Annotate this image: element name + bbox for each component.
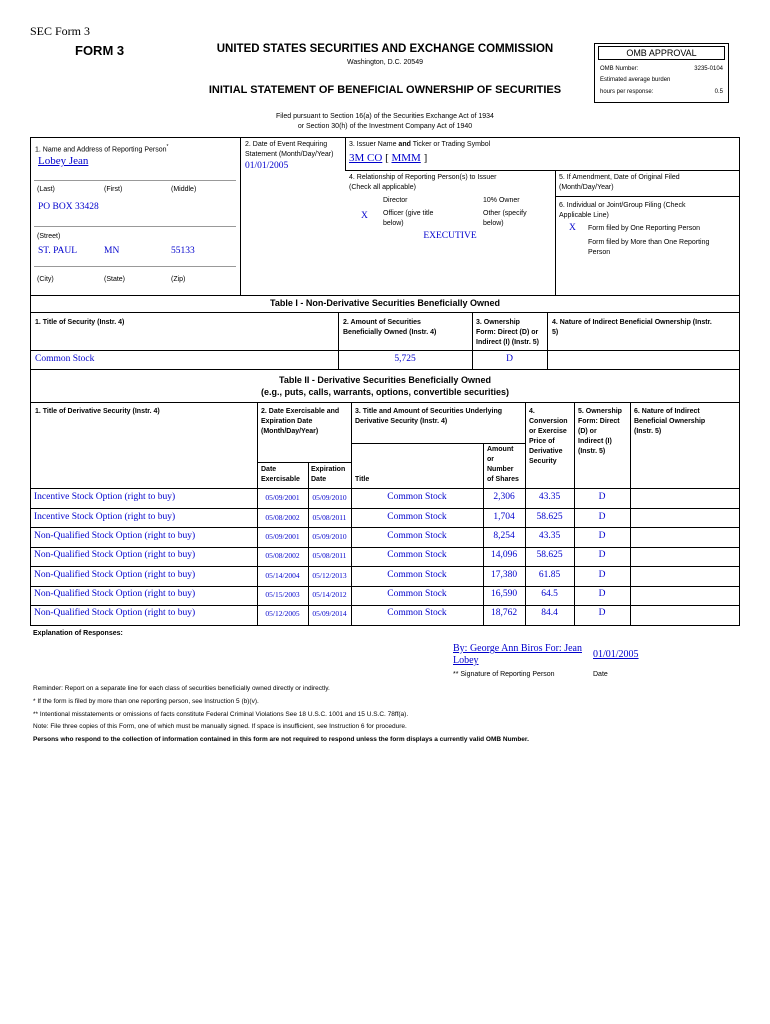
table2-col-ownership-5: (Instr. 5) — [578, 448, 606, 455]
row-underlying: Common Stock — [387, 512, 447, 522]
signature-name-1: By: George Ann Biros For: Jean — [453, 643, 582, 654]
ticker-symbol: MMM — [391, 152, 421, 164]
footnote-2: ** Intentional misstatements or omissions of facts constitute Federal Criminal Violations See 18 U.S.C. 1001 and 15 U.S.C. 78ff(a). — [33, 711, 409, 718]
box3-label: 3. Issuer Name and Ticker or Trading Symbol — [349, 141, 491, 148]
sub-expiration-1: Expiration — [311, 466, 346, 473]
table2-col-ownership-2: Form: Direct — [578, 418, 620, 425]
table2-title-2: (e.g., puts, calls, warrants, options, convertible securities) — [260, 387, 510, 397]
filed-pursuant-line2: or Section 30(h) of the Investment Company Act of 1940 — [297, 123, 473, 130]
filing-option-more-1: Form filed by More than One Reporting — [588, 239, 710, 246]
row-expiration: 05/09/2014 — [312, 609, 347, 618]
row-underlying: Common Stock — [387, 550, 447, 560]
row-underlying: Common Stock — [387, 589, 447, 599]
table2-col-dates-3: (Month/Day/Year) — [261, 428, 319, 435]
omb-approval-title: OMB APPROVAL — [598, 46, 725, 60]
middle-label: (Middle) — [171, 186, 197, 193]
city-value: ST. PAUL — [38, 246, 78, 256]
table2-col-ownership-3: (D) or — [578, 428, 597, 435]
row-underlying: Common Stock — [387, 492, 447, 502]
row-exercisable: 05/12/2005 — [265, 609, 300, 618]
director-label: Director — [383, 197, 408, 204]
table-row — [0, 509, 770, 528]
table2-col-ownership-1: 5. Ownership — [578, 408, 622, 415]
bracket-open: [ — [385, 152, 389, 164]
table2-col-price-2: Conversion — [529, 418, 568, 425]
row-form: D — [598, 512, 606, 522]
row-exercisable: 05/08/2002 — [265, 551, 300, 560]
footnote-1: * If the form is filed by more than one reporting person, see Instruction 5 (b)(v). — [33, 698, 259, 705]
reporting-person-name: Lobey Jean — [38, 155, 89, 167]
table1-col-form-2: Form: Direct (D) or — [476, 329, 539, 336]
row-exercisable: 05/09/2001 — [265, 493, 300, 502]
individual-filing-mark: X — [569, 223, 576, 233]
event-date-value: 01/01/2005 — [245, 161, 289, 171]
row-shares: 8,254 — [493, 531, 515, 541]
zip-label: (Zip) — [171, 276, 186, 283]
sub-date-exercisable-1: Date — [261, 466, 277, 473]
table1-col-nature-2: 5) — [552, 329, 559, 336]
row-form: D — [598, 550, 606, 560]
row-shares: 14,096 — [490, 550, 518, 560]
box2-label-1: 2. Date of Event Requiring — [245, 141, 328, 148]
row-expiration: 05/14/2012 — [312, 590, 347, 599]
row-shares: 2,306 — [493, 492, 515, 502]
row-underlying: Common Stock — [387, 608, 447, 618]
row-expiration: 05/09/2010 — [312, 493, 347, 502]
box6-label-1: 6. Individual or Joint/Group Filing (Check — [559, 202, 686, 209]
table2-col-dates-2: Expiration Date — [261, 418, 313, 425]
agency-location: Washington, D.C. 20549 — [346, 59, 423, 66]
sub-amount-1: Amount — [487, 446, 514, 453]
table2-col-price-4: Price of — [529, 438, 555, 445]
filed-pursuant-line1: Filed pursuant to Section 16(a) of the Securities Exchange Act of 1934 — [276, 113, 494, 120]
table1-title: Table I - Non-Derivative Securities Beneficially Owned — [270, 298, 500, 308]
sub-date-exercisable-2: Exercisable — [261, 476, 300, 483]
table2-col-price-1: 4. — [529, 408, 535, 415]
sub-amount-2: or — [487, 456, 494, 463]
row-expiration: 05/12/2013 — [312, 571, 347, 580]
footnote-3: Note: File three copies of this Form, one of which must be manually signed. If space is insufficient, see Instruction 6 for procedure. — [33, 723, 407, 730]
sub-amount-4: of Shares — [487, 476, 519, 483]
doc-label: SEC Form 3 — [30, 24, 91, 38]
signature-label: ** Signature of Reporting Person — [453, 671, 555, 678]
row-title: Non-Qualified Stock Option (right to buy) — [34, 608, 196, 618]
row-price: 61.85 — [538, 570, 561, 580]
row-expiration: 05/08/2011 — [312, 513, 347, 522]
table-row — [0, 547, 770, 566]
row-form: D — [598, 492, 606, 502]
table1-row-amount: 5,725 — [394, 354, 416, 364]
sub-title: Title — [355, 476, 370, 483]
row-exercisable: 05/08/2002 — [265, 513, 300, 522]
row-shares: 18,762 — [490, 608, 518, 618]
row-shares: 16,590 — [490, 589, 518, 599]
table2-col-dates-1: 2. Date Exercisable and — [261, 408, 340, 415]
box4-label-2: (Check all applicable) — [349, 184, 416, 191]
row-title: Non-Qualified Stock Option (right to buy) — [34, 589, 196, 599]
row-form: D — [598, 608, 606, 618]
table2-col-nature-2: Beneficial Ownership — [634, 418, 706, 425]
table1-row-form: D — [506, 354, 513, 364]
row-exercisable: 05/15/2003 — [265, 590, 300, 599]
box2-label-2: Statement (Month/Day/Year) — [245, 151, 334, 158]
sub-amount-3: Number — [487, 466, 514, 473]
row-exercisable: 05/09/2001 — [265, 532, 300, 541]
other-label-2: below) — [483, 220, 504, 227]
table2-col-title: 1. Title of Derivative Security (Instr. 4) — [35, 408, 160, 415]
row-price: 43.35 — [538, 531, 561, 541]
row-title: Non-Qualified Stock Option (right to buy) — [34, 570, 196, 580]
signature-date: 01/01/2005 — [593, 649, 639, 660]
issuer-line — [349, 152, 427, 164]
row-price: 64.5 — [541, 589, 558, 599]
issuer-name: 3M CO — [349, 152, 383, 164]
table-row — [0, 528, 770, 547]
omb-approval-box — [594, 43, 729, 103]
filing-option-more-2: Person — [588, 249, 611, 256]
row-form: D — [598, 570, 606, 580]
omb-disclaimer: Persons who respond to the collection of information contained in this form are not required to respond unless the form displays a currently valid OMB Number. — [33, 736, 529, 743]
statement-title: INITIAL STATEMENT OF BENEFICIAL OWNERSHIP OF SECURITIES — [208, 84, 562, 96]
box5-label-1: 5. If Amendment, Date of Original Filed — [559, 174, 680, 181]
filing-option-one: Form filed by One Reporting Person — [588, 225, 701, 232]
box4-label-1: 4. Relationship of Reporting Person(s) to Issuer — [349, 174, 497, 181]
explanation-label: Explanation of Responses: — [33, 630, 123, 637]
officer-check-mark: X — [361, 211, 368, 221]
table-row — [0, 489, 770, 508]
row-price: 43.35 — [538, 492, 561, 502]
table1-row-title: Common Stock — [35, 354, 95, 364]
first-label: (First) — [104, 186, 123, 193]
row-price: 58.625 — [536, 550, 563, 560]
table2-col-nature-1: 6. Nature of Indirect — [634, 408, 700, 415]
officer-label-2: below) — [383, 220, 404, 227]
burden-label-2: hours per response: — [600, 89, 654, 95]
street-value: PO BOX 33428 — [38, 202, 99, 212]
burden-value: 0.5 — [714, 89, 723, 95]
row-expiration: 05/09/2010 — [312, 532, 347, 541]
table2-col-underlying-2: Derivative Security (Instr. 4) — [355, 418, 448, 425]
row-title: Incentive Stock Option (right to buy) — [34, 492, 176, 502]
other-label-1: Other (specify — [483, 210, 527, 217]
agency-name: UNITED STATES SECURITIES AND EXCHANGE COMMISSION — [216, 43, 554, 55]
ten-percent-owner-label: 10% Owner — [483, 197, 520, 204]
state-label: (State) — [104, 276, 126, 283]
street-label: (Street) — [37, 233, 61, 240]
bracket-close: ] — [423, 152, 428, 164]
row-underlying: Common Stock — [387, 531, 447, 541]
officer-title-value: EXECUTIVE — [423, 231, 477, 241]
row-price: 84.4 — [541, 608, 558, 618]
omb-number-label: OMB Number: — [600, 66, 639, 72]
row-shares: 17,380 — [490, 570, 518, 580]
box5-label-2: (Month/Day/Year) — [559, 184, 614, 191]
last-label: (Last) — [37, 186, 55, 193]
row-shares: 1,704 — [493, 512, 515, 522]
table2-col-nature-3: (Instr. 5) — [634, 428, 662, 435]
table1-col-amount-2: Beneficially Owned (Instr. 4) — [343, 329, 437, 336]
table2-col-price-3: or Exercise — [529, 428, 567, 435]
reminder-note: Reminder: Report on a separate line for each class of securities beneficially owned directly or indirectly. — [33, 685, 330, 692]
table-row — [0, 567, 770, 586]
burden-label-1: Estimated average burden — [600, 77, 671, 83]
state-value: MN — [104, 246, 120, 256]
zip-value: 55133 — [171, 246, 195, 256]
form-title: FORM 3 — [75, 43, 125, 58]
row-price: 58.625 — [536, 512, 563, 522]
row-exercisable: 05/14/2004 — [265, 571, 300, 580]
row-expiration: 05/08/2011 — [312, 551, 347, 560]
table2-col-underlying-1: 3. Title and Amount of Securities Underlying — [355, 408, 503, 415]
table1-col-form-3: Indirect (I) (Instr. 5) — [476, 339, 540, 346]
city-label: (City) — [37, 276, 54, 283]
row-underlying: Common Stock — [387, 570, 447, 580]
table-row — [0, 586, 770, 605]
officer-label-1: Officer (give title — [383, 210, 434, 217]
table1-col-nature-1: 4. Nature of Indirect Beneficial Ownership (Instr. — [552, 319, 712, 326]
row-form: D — [598, 531, 606, 541]
row-form: D — [598, 589, 606, 599]
table2-col-ownership-4: Indirect (I) — [578, 438, 612, 445]
omb-number-value: 3235-0104 — [694, 66, 723, 72]
date-label: Date — [593, 671, 608, 678]
box6-label-2: Applicable Line) — [559, 212, 609, 219]
row-title: Incentive Stock Option (right to buy) — [34, 512, 176, 522]
table2-title-1: Table II - Derivative Securities Beneficially Owned — [279, 375, 491, 385]
sub-expiration-2: Date — [311, 476, 327, 483]
table1-col-title: 1. Title of Security (Instr. 4) — [35, 319, 125, 326]
row-title: Non-Qualified Stock Option (right to buy) — [34, 531, 196, 541]
table1-col-form-1: 3. Ownership — [476, 319, 520, 326]
table1-col-amount-1: 2. Amount of Securities — [343, 319, 421, 326]
table-row — [0, 605, 770, 624]
row-title: Non-Qualified Stock Option (right to buy) — [34, 550, 196, 560]
table2-col-price-6: Security — [529, 458, 557, 465]
table2-col-price-5: Derivative — [529, 448, 563, 455]
signature-name-2: Lobey — [453, 655, 479, 666]
box1-label: 1. Name and Address of Reporting Person* — [35, 144, 169, 154]
